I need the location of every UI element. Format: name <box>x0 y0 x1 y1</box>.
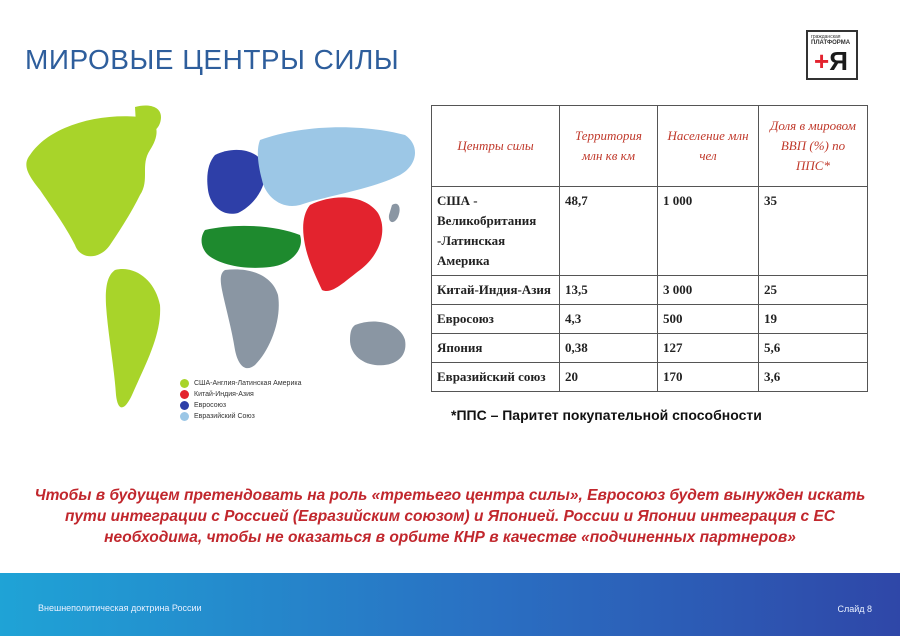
header-territory: Территория млн кв км <box>560 106 658 187</box>
header-population: Население млн чел <box>658 106 759 187</box>
cell-center: Евразийский союз <box>432 363 560 392</box>
cell-population: 500 <box>658 305 759 334</box>
cell-territory: 48,7 <box>560 187 658 276</box>
logo-line2: ПЛАТФОРМА <box>811 40 851 46</box>
slide-footer <box>0 573 900 636</box>
legend-label: Евразийский Союз <box>194 413 255 420</box>
north-america-region <box>26 116 156 256</box>
slide-title: МИРОВЫЕ ЦЕНТРЫ СИЛЫ <box>25 44 400 75</box>
logo-mark: +Я <box>814 46 848 76</box>
table-row <box>432 276 868 305</box>
cell-territory: 4,3 <box>560 305 658 334</box>
conclusion-text: Чтобы в будущем претендовать на роль «третьего центра силы», Евросоюз будет вынужден искать пути интеграции с Россией (Евразийским союзом) и Японией. России и Японии интеграция с ЕС необходима, чтобы не оказаться в орбите КНР в качестве «подчиненных партнеров» <box>34 487 866 546</box>
legend-label: Китай-Индия-Азия <box>194 391 254 398</box>
cell-center: Япония <box>432 334 560 363</box>
legend-dot <box>180 390 189 399</box>
legend-label: США-Англия-Латинская Америка <box>194 380 302 387</box>
cell-gdp-share: 25 <box>759 276 868 305</box>
cell-center: Китай-Индия-Азия <box>432 276 560 305</box>
cell-gdp-share: 19 <box>759 305 868 334</box>
japan-region <box>389 204 400 222</box>
table-row <box>432 334 868 363</box>
header-gdp-share: Доля в мировом ВВП (%) по ППС* <box>759 106 868 187</box>
cell-center: США - Великобритания -Латинская Америка <box>432 187 560 276</box>
legend-item <box>180 378 301 389</box>
slide-number: Слайд 8 <box>837 604 872 614</box>
logo-line1: гражданская <box>811 34 841 40</box>
cell-population: 127 <box>658 334 759 363</box>
table-row <box>432 187 868 276</box>
cell-gdp-share: 3,6 <box>759 363 868 392</box>
australia-region <box>350 321 405 365</box>
header-centers: Центры силы <box>432 106 560 187</box>
cell-population: 3 000 <box>658 276 759 305</box>
cell-territory: 20 <box>560 363 658 392</box>
platform-logo <box>806 30 858 80</box>
power-centers-table <box>431 105 868 392</box>
table-row <box>432 305 868 334</box>
cell-gdp-share: 35 <box>759 187 868 276</box>
cell-territory: 0,38 <box>560 334 658 363</box>
africa-region <box>221 269 279 368</box>
footer-doc-title: Внешнеполитическая доктрина России <box>38 603 202 613</box>
mena-region <box>202 226 301 268</box>
europe-region <box>207 150 265 214</box>
south-america-region <box>106 269 160 407</box>
table-header-row <box>432 106 868 187</box>
cell-gdp-share: 5,6 <box>759 334 868 363</box>
map-legend <box>180 378 301 422</box>
legend-item <box>180 400 301 411</box>
cell-center: Евросоюз <box>432 305 560 334</box>
eurasia-region <box>258 127 415 206</box>
asia-region <box>303 197 382 291</box>
cell-population: 1 000 <box>658 187 759 276</box>
legend-dot <box>180 401 189 410</box>
greenland-region <box>135 106 161 133</box>
legend-item <box>180 411 301 422</box>
legend-dot <box>180 379 189 388</box>
ppp-footnote: *ППС – Паритет покупательной способности <box>451 407 762 423</box>
legend-label: Евросоюз <box>194 402 227 409</box>
table-row <box>432 363 868 392</box>
cell-territory: 13,5 <box>560 276 658 305</box>
legend-item <box>180 389 301 400</box>
cell-population: 170 <box>658 363 759 392</box>
legend-dot <box>180 412 189 421</box>
